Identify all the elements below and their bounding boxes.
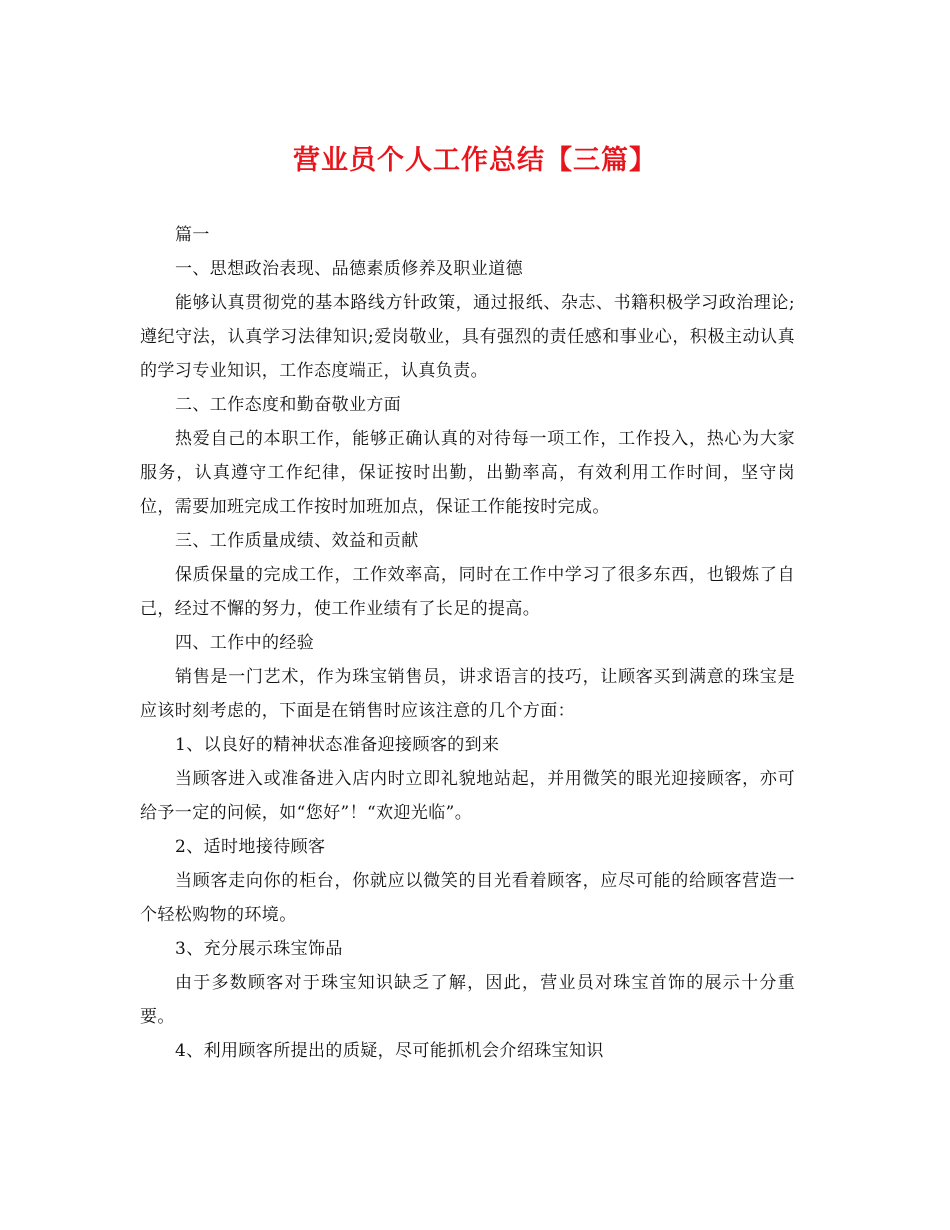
- section-heading: 三、工作质量成绩、效益和贡献: [175, 531, 419, 551]
- subsection-heading: 4、利用顾客所提出的质疑，尽可能抓机会介绍珠宝知识: [175, 1041, 604, 1061]
- section-heading: 四、工作中的经验: [175, 633, 315, 653]
- section-heading: 一、思想政治表现、品德素质修养及职业道德: [175, 259, 523, 279]
- document-body: [140, 218, 795, 1068]
- body-paragraph: 当顾客进入或准备进入店内时立即礼貌地站起，并用微笑的眼光迎接顾客，亦可给予一定的问候，如“您好”！“欢迎光临”。: [140, 769, 795, 823]
- body-paragraph: 保质保量的完成工作，工作效率高，同时在工作中学习了很多东西，也锻炼了自己，经过不懈的努力，使工作业绩有了长足的提高。: [140, 565, 795, 619]
- subsection-heading: 3、充分展示珠宝饰品: [175, 939, 343, 959]
- section-heading: 二、工作态度和勤奋敬业方面: [175, 395, 402, 415]
- section-label: 篇一: [175, 225, 210, 245]
- subsection-heading: 1、以良好的精神状态准备迎接顾客的到来: [175, 735, 500, 755]
- body-paragraph: 能够认真贯彻党的基本路线方针政策，通过报纸、杂志、书籍积极学习政治理论;遵纪守法，认真学习法律知识;爱岗敬业，具有强烈的责任感和事业心，积极主动认真的学习专业知识，工作态度端正，认真负责。: [140, 293, 795, 381]
- body-paragraph: 由于多数顾客对于珠宝知识缺乏了解，因此，营业员对珠宝首饰的展示十分重要。: [140, 973, 795, 1027]
- document-title: 营业员个人工作总结【三篇】: [293, 145, 657, 176]
- body-paragraph: 热爱自己的本职工作，能够正确认真的对待每一项工作，工作投入，热心为大家服务，认真遵守工作纪律，保证按时出勤，出勤率高，有效利用工作时间，坚守岗位，需要加班完成工作按时加班加点，保证工作能按时完成。: [140, 429, 795, 517]
- body-paragraph: 销售是一门艺术，作为珠宝销售员，讲求语言的技巧，让顾客买到满意的珠宝是应该时刻考虑的，下面是在销售时应该注意的几个方面：: [140, 667, 795, 721]
- subsection-heading: 2、适时地接待顾客: [175, 837, 326, 857]
- body-paragraph: 当顾客走向你的柜台，你就应以微笑的目光看着顾客，应尽可能的给顾客营造一个轻松购物的环境。: [140, 871, 795, 925]
